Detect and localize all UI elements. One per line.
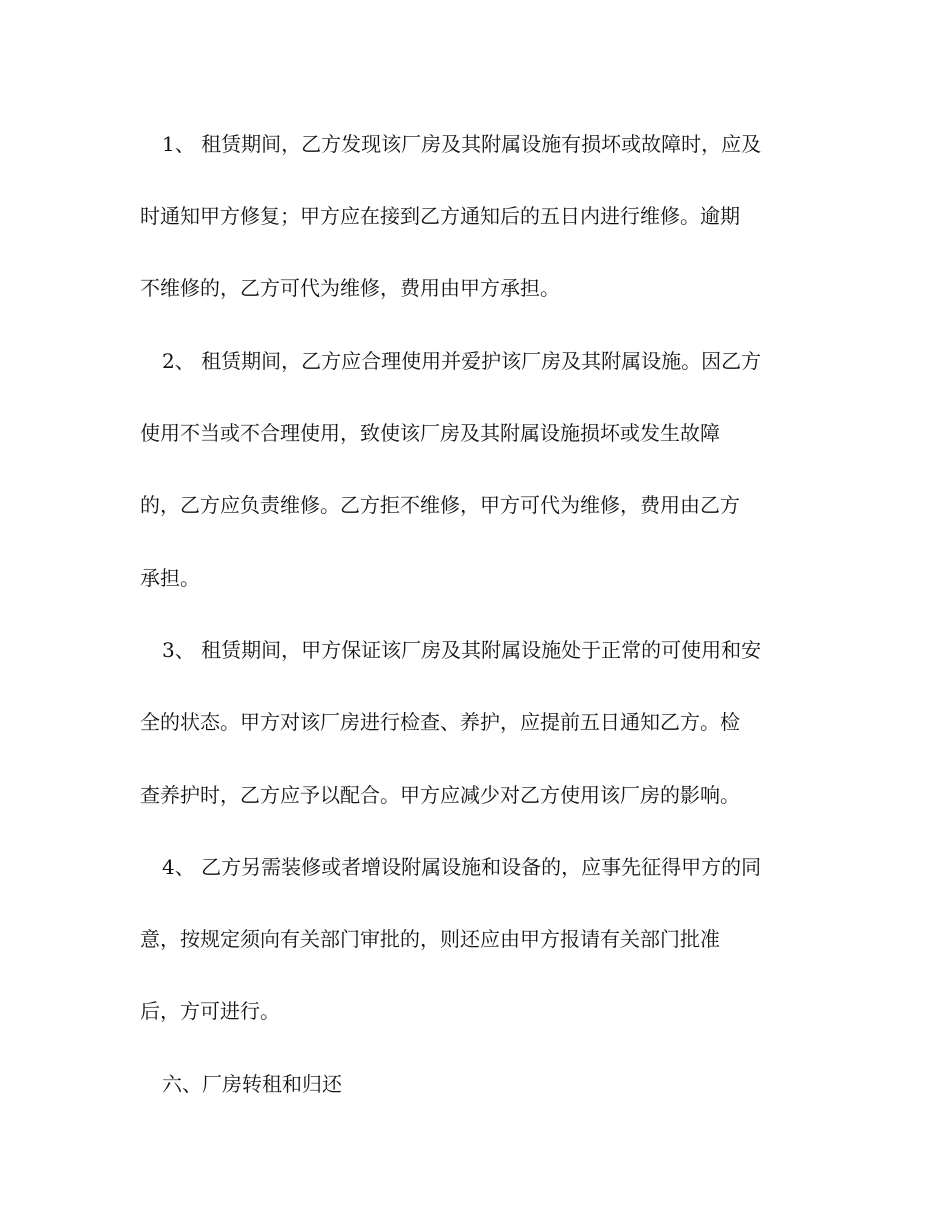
paragraph-3-line-3: 查养护时，乙方应予以配合。甲方应减少对乙方使用该厂房的影响。 <box>140 783 740 807</box>
paragraph-4-line-3: 后，方可进行。 <box>140 999 280 1023</box>
paragraph-1-line-3: 不维修的，乙方可代为维修，费用由甲方承担。 <box>140 276 560 300</box>
paragraph-3-line-2: 全的状态。甲方对该厂房进行检查、养护，应提前五日通知乙方。检 <box>140 710 740 734</box>
paragraph-1-line-1: 1、 租赁期间，乙方发现该厂房及其附属设施有损坏或故障时，应及 <box>162 132 762 156</box>
paragraph-2-line-2: 使用不当或不合理使用，致使该厂房及其附属设施损坏或发生故障 <box>140 421 720 445</box>
paragraph-2-line-1: 2、 租赁期间，乙方应合理使用并爱护该厂房及其附属设施。因乙方 <box>162 349 762 373</box>
paragraph-4-line-2: 意，按规定须向有关部门审批的，则还应由甲方报请有关部门批准 <box>140 927 720 951</box>
paragraph-4-line-1: 4、 乙方另需装修或者增设附属设施和设备的，应事先征得甲方的同 <box>162 855 762 879</box>
paragraph-3-line-1: 3、 租赁期间，甲方保证该厂房及其附属设施处于正常的可使用和安 <box>162 638 762 662</box>
section-heading: 六、厂房转租和归还 <box>162 1072 342 1096</box>
paragraph-1-line-2: 时通知甲方修复；甲方应在接到乙方通知后的五日内进行维修。逾期 <box>140 204 740 228</box>
paragraph-2-line-3: 的，乙方应负责维修。乙方拒不维修，甲方可代为维修，费用由乙方 <box>140 493 740 517</box>
paragraph-2-line-4: 承担。 <box>140 566 200 590</box>
